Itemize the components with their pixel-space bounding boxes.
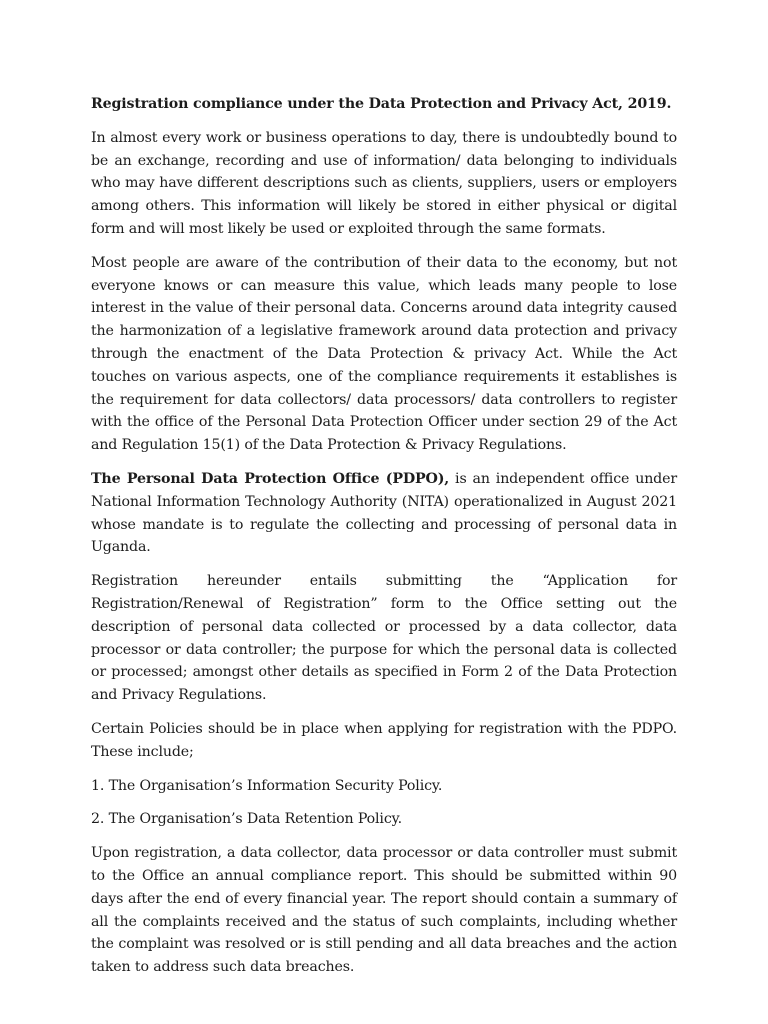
paragraph-pdpo xyxy=(91,468,677,559)
pdpo-heading: The Personal Data Protection Office (PDPO), xyxy=(91,470,450,487)
list-item-retention-policy: 2. The Organisation’s Data Retention Policy. xyxy=(91,811,402,828)
pdpo-description: is an independent office under National Information Technology Authority (NITA) operationalized in August 2021 whose mandate is to regulate the collecting and processing of personal data in Uganda. xyxy=(91,470,677,556)
paragraph-intro: In almost every work or business operations to day, there is undoubtedly bound to be an exchange, recording and use of information/ data belonging to individuals who may have different descriptions such as clients, suppliers, users or employers among others. This information will likely be stored in either physical or digital form and will most likely be used or exploited through the same formats. xyxy=(91,129,677,237)
paragraph-registration: Registration hereunder entails submitting the “Application for Registration/Renewal of Registration” form to the Office setting out the description of personal data collected or processed by a data collector, data processor or data controller; the purpose for which the personal data is collected or processed; amongst other details as specified in Form 2 of the Data Protection and Privacy Regulations. xyxy=(91,573,677,704)
paragraph-data-value: Most people are aware of the contribution of their data to the economy, but not everyone knows or can measure this value, which leads many people to lose interest in the value of their personal data. Concerns around data integrity caused the harmonization of a legislative framework around data protection and privacy through the enactment of the Data Protection & privacy Act. While the Act touches on various aspects, one of the compliance requirements it establishes is the requirement for data collectors/ data processors/ data controllers to register with the office of the Personal Data Protection Officer under section 29 of the Act and Regulation 15(1) of the Data Protection & Privacy Regulations. xyxy=(91,254,677,454)
paragraph-policies: Certain Policies should be in place when applying for registration with the PDPO. These include; xyxy=(91,720,677,760)
document-title: Registration compliance under the Data Protection and Privacy Act, 2019. xyxy=(91,96,672,112)
document-body xyxy=(91,93,677,990)
paragraph-compliance-report: Upon registration, a data collector, data processor or data controller must submit to the Office an annual compliance report. This should be submitted within 90 days after the end of every financial year. The report should contain a summary of all the complaints received and the status of such complaints, including whether the complaint was resolved or is still pending and all data breaches and the action taken to address such data breaches. xyxy=(91,845,677,976)
list-item-security-policy: 1. The Organisation’s Information Security Policy. xyxy=(91,777,443,794)
